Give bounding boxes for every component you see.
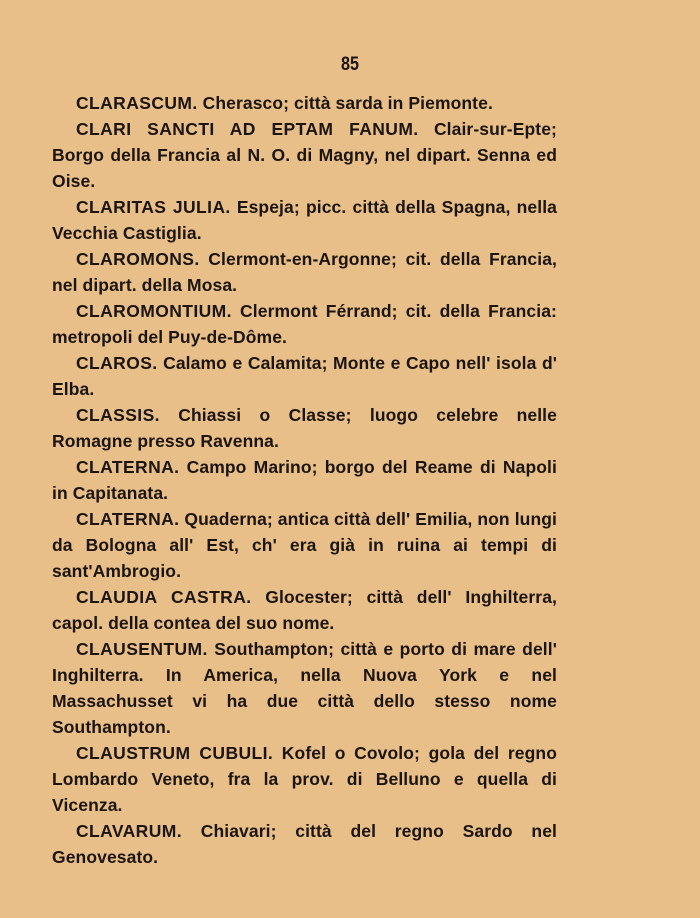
entry-headword: CLAROMONTIUM.: [76, 301, 232, 321]
dictionary-entry: [52, 350, 557, 402]
entry-text: Campo Marino; borgo del Reame di Napoli in Capitanata.: [52, 457, 557, 503]
entry-headword: CLARITAS JULIA.: [76, 197, 231, 217]
dictionary-entry: [52, 90, 557, 116]
dictionary-entry: [52, 818, 557, 870]
entry-text: Chiavari; città del regno Sardo nel Genovesato.: [52, 821, 557, 867]
entry-headword: CLAROS.: [76, 353, 158, 373]
dictionary-entry: [52, 402, 557, 454]
entry-text: Espeja; picc. città della Spagna, nella Vecchia Castiglia.: [52, 197, 557, 243]
entry-headword: CLATERNA.: [76, 457, 180, 477]
dictionary-entry: [52, 116, 557, 194]
dictionary-entry: [52, 194, 557, 246]
entry-text: Quaderna; antica città dell' Emilia, non lungi da Bologna all' Est, ch' era già in ruina ai tempi di sant'Ambrogio.: [52, 509, 557, 581]
entry-text: Kofel o Covolo; gola del regno Lombardo Veneto, fra la prov. di Belluno e quella di Vicenza.: [52, 743, 557, 815]
dictionary-entry: [52, 584, 557, 636]
entry-text: Cherasco; città sarda in Piemonte.: [202, 93, 493, 113]
entry-headword: CLATERNA.: [76, 509, 180, 529]
gazetteer-entries: [52, 90, 557, 870]
entry-headword: CLARASCUM.: [76, 93, 198, 113]
entry-text: Clair-sur-Epte; Borgo della Francia al N. O. di Magny, nel dipart. Senna ed Oise.: [52, 119, 557, 191]
entry-headword: CLAUSTRUM CUBULI.: [76, 743, 274, 763]
entry-text: Southampton; città e porto di mare dell' Inghilterra. In America, nella Nuova York e nel Massachusset vi ha due città dello stesso nome Southampton.: [52, 639, 557, 737]
page-number: 85: [341, 54, 359, 75]
dictionary-entry: [52, 636, 557, 740]
entry-headword: CLAVARUM.: [76, 821, 182, 841]
entry-headword: CLASSIS.: [76, 405, 160, 425]
dictionary-entry: [52, 246, 557, 298]
dictionary-entry: [52, 454, 557, 506]
dictionary-entry: [52, 740, 557, 818]
dictionary-entry: [52, 506, 557, 584]
entry-text: Calamo e Calamita; Monte e Capo nell' isola d' Elba.: [52, 353, 557, 399]
entry-headword: CLAROMONS.: [76, 249, 200, 269]
entry-headword: CLAUSENTUM.: [76, 639, 208, 659]
entry-text: Chiassi o Classe; luogo celebre nelle Romagne presso Ravenna.: [52, 405, 557, 451]
dictionary-entry: [52, 298, 557, 350]
entry-text: Clermont-en-Argonne; cit. della Francia, nel dipart. della Mosa.: [52, 249, 557, 295]
entry-headword: CLARI SANCTI AD EPTAM FANUM.: [76, 119, 419, 139]
entry-text: Clermont Férrand; cit. della Francia: metropoli del Puy-de-Dôme.: [52, 301, 557, 347]
entry-headword: CLAUDIA CASTRA.: [76, 587, 252, 607]
entry-text: Glocester; città dell' Inghilterra, capol. della contea del suo nome.: [52, 587, 557, 633]
